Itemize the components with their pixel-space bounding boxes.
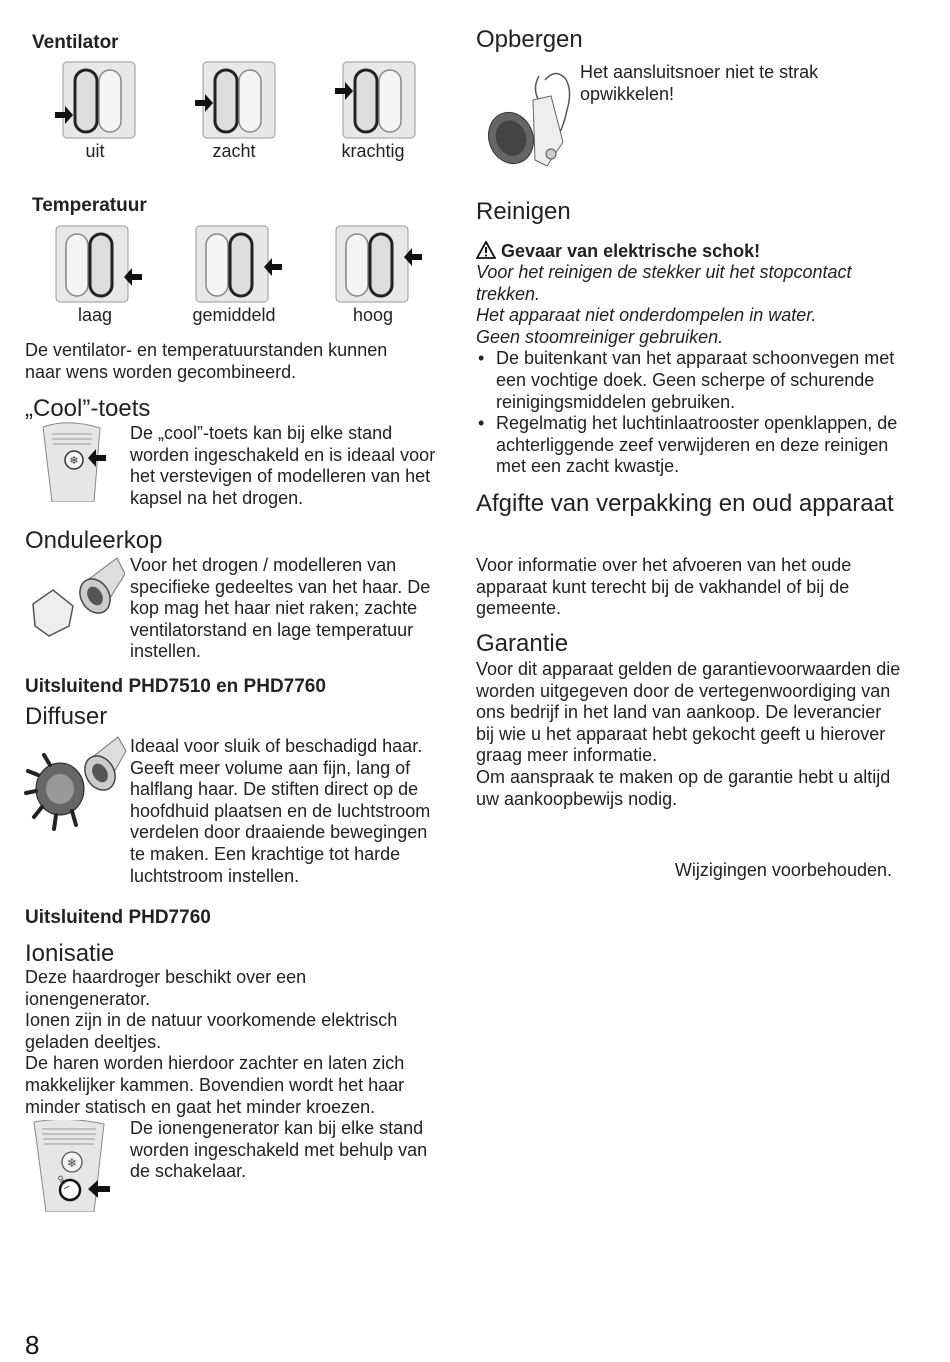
footer-note: Wijzigingen voorbehouden. — [674, 860, 892, 880]
list-item: • Regelmatig het luchtinlaatrooster openklappen, de achterliggende zeef verwijderen en deze reinigen met een zacht kwastje. — [496, 413, 906, 478]
list-item: • De buitenkant van het apparaat schoonvegen met een vochtige doek. Geen scherpe of schurende reinigingsmiddelen gebruiken. — [496, 348, 906, 413]
afgifte-heading: Afgifte van verpakking en oud apparaat — [476, 490, 894, 517]
reinigen-body — [476, 262, 906, 478]
cool-text: De „cool”-toets kan bij elke stand worden ingeschakeld en is ideaal voor het verstevigen of modelleren van het kapsel na het drogen. — [130, 423, 436, 508]
warning-line — [476, 241, 760, 262]
temp-switch-low-illustration — [52, 224, 142, 304]
models-note-2: Uitsluitend PHD7760 — [25, 907, 211, 928]
fan-switch-strong-illustration — [335, 60, 420, 140]
reinigen-bullets — [476, 348, 906, 478]
garantie-p2: Om aanspraak te maken op de garantie hebt u altijd uw aankoopbewijs nodig. — [476, 766, 891, 809]
opbergen-heading: Opbergen — [476, 26, 583, 53]
ion-switch-illustration — [32, 1120, 112, 1212]
afgifte-text: Voor informatie over het afvoeren van het oude apparaat kunt terecht bij de vakhandel of bij de gemeente. — [476, 555, 852, 619]
temp-caption-high: hoog — [352, 305, 394, 325]
ionisatie-p3: De haren worden hierdoor zachter en laten zich makkelijker kammen. Bovendien wordt het haar minder statisch en gaat het minder kroezen. — [25, 1053, 405, 1117]
diffuser-illustration — [22, 735, 127, 835]
diffuser-heading: Diffuser — [25, 703, 108, 730]
ionisatie-p4: De ionengenerator kan bij elke stand worden ingeschakeld met behulp van de schakelaar. — [130, 1118, 428, 1182]
storage-illustration — [485, 70, 575, 175]
ionisatie-p2: Ionen zijn in de natuur voorkomende elektrisch geladen deeltjes. — [25, 1010, 398, 1052]
svg-text:❄: ❄ — [66, 1156, 78, 1170]
reinigen-italic-1: Voor het reinigen de stekker uit het stopcontact trekken. — [476, 262, 852, 304]
temperature-heading: Temperatuur — [32, 195, 147, 216]
reinigen-italic-3: Geen stoomreiniger gebruiken. — [476, 326, 724, 347]
nozzle-illustration — [25, 554, 125, 639]
fan-caption-off: uit — [85, 141, 105, 161]
ventilator-heading: Ventilator — [32, 32, 119, 53]
garantie-body — [476, 659, 901, 810]
fan-caption-soft: zacht — [212, 141, 256, 161]
warning-triangle-icon — [476, 241, 496, 259]
combine-text: De ventilator- en temperatuurstanden kunnen naar wens worden gecombineerd. — [25, 340, 388, 382]
diffuser-text: Ideaal voor sluik of beschadigd haar. Geeft meer volume aan fijn, lang of halflang haar. De stiften direct op de hoofdhuid plaatsen en de luchtstroom verdelen door draaiende bewegingen te maken. Een krachtige tot harde luchtstroom instellen. — [130, 736, 431, 886]
svg-text:❄: ❄ — [69, 454, 79, 467]
fan-caption-strong: krachtig — [341, 141, 405, 161]
fan-switch-off-illustration — [55, 60, 140, 140]
garantie-heading: Garantie — [476, 630, 569, 657]
warning-text: Gevaar van elektrische schok! — [501, 241, 761, 261]
reinigen-italic-2: Het apparaat niet onderdompelen in water. — [476, 305, 817, 326]
temp-caption-low: laag — [77, 305, 113, 325]
fan-switch-soft-illustration — [195, 60, 280, 140]
opbergen-text: Het aansluitsnoer niet te strak opwikkelen! — [580, 62, 819, 104]
page-number: 8 — [25, 1330, 40, 1360]
garantie-p1: Voor dit apparaat gelden de garantievoorwaarden die worden uitgegeven door de vertegenwoordiging van ons bedrijf in het land van aankoop. De leverancier bij wie u het apparaat hebt gekocht geeft u hierover graag meer informatie. — [476, 659, 901, 766]
temp-switch-high-illustration — [332, 224, 422, 304]
onduleer-text: Voor het drogen / modelleren van specifieke gedeeltes van het haar. De kop mag het haar niet raken; zachte ventilatorstand en lage temperatuur instellen. — [130, 555, 431, 662]
ionisatie-body — [25, 967, 430, 1118]
cool-button-illustration — [38, 422, 108, 502]
ionisatie-heading: Ionisatie — [25, 940, 115, 967]
temp-switch-medium-illustration — [192, 224, 282, 304]
cool-heading: „Cool”-toets — [25, 395, 151, 422]
reinigen-heading: Reinigen — [476, 198, 571, 225]
onduleer-heading: Onduleerkop — [25, 527, 163, 554]
ionisatie-p1: Deze haardroger beschikt over een ionengenerator. — [25, 967, 307, 1009]
models-note-1: Uitsluitend PHD7510 en PHD7760 — [25, 676, 326, 697]
ion-switch-label: on I — [55, 1172, 72, 1192]
temp-caption-medium: gemiddeld — [192, 305, 276, 325]
